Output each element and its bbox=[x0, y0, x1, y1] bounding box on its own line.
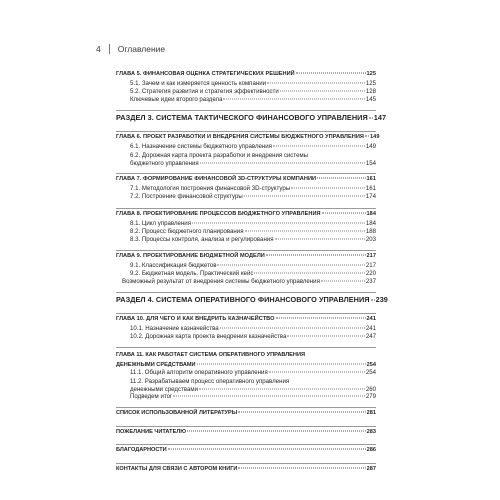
toc-entry-title: ДЕНЕЖНЫМИ СРЕДСТВАМИ bbox=[116, 361, 196, 368]
toc-entry-title: 11.1. Общий алгоритм оперативного управления bbox=[130, 368, 268, 376]
toc-leader-dots bbox=[266, 255, 366, 256]
toc-leader-dots bbox=[244, 196, 365, 197]
toc-entry-title: 6.2. Дорожная карта проекта разработки и внедрения системы bbox=[130, 151, 309, 159]
toc-leader-dots bbox=[187, 430, 366, 431]
toc-entry-title: РАЗДЕЛ 3. СИСТЕМА ТАКТИЧЕСКОГО ФИНАНСОВОГО УПРАВЛЕНИЯ bbox=[116, 113, 368, 123]
toc-entry-page: 203 bbox=[365, 235, 376, 243]
toc-divider bbox=[116, 463, 376, 464]
toc-leader-dots bbox=[200, 162, 365, 163]
toc-divider bbox=[116, 110, 376, 111]
toc-entry-page: 220 bbox=[365, 270, 376, 278]
toc-gap bbox=[116, 439, 376, 443]
toc-gap bbox=[116, 202, 376, 206]
toc-entry-title: 10.1. Назначение казначейства bbox=[130, 325, 219, 333]
running-title: Оглавление bbox=[117, 44, 166, 54]
toc-entry bbox=[116, 295, 388, 307]
toc-entry bbox=[116, 113, 387, 125]
running-header bbox=[96, 44, 165, 54]
toc-gap bbox=[116, 457, 376, 461]
toc-leader-dots bbox=[276, 317, 366, 318]
toc-gap bbox=[116, 105, 376, 109]
toc-leader-dots bbox=[291, 188, 365, 189]
toc-entry-page: 184 bbox=[366, 210, 376, 217]
toc-leader-dots bbox=[371, 300, 375, 301]
toc-entry-title: Подведем итог bbox=[130, 392, 173, 400]
toc-entry bbox=[116, 334, 376, 342]
toc-entry-page: 286 bbox=[366, 447, 376, 454]
toc-entry-page: 161 bbox=[365, 185, 376, 193]
toc-entry-title: 6.1. Назначение системы бюджетного управления bbox=[130, 143, 272, 151]
toc-entry-title: 7.1. Методология построения финансовой 3D-структуры bbox=[130, 185, 291, 193]
toc-entry-page: 149 bbox=[370, 133, 380, 140]
toc-leader-dots bbox=[280, 91, 365, 92]
toc-entry-page: 287 bbox=[366, 465, 376, 472]
toc-entry bbox=[116, 448, 376, 457]
toc-leader-dots bbox=[197, 363, 366, 364]
toc-entry-title: 8.2. Процесс бюджетного планирования bbox=[130, 227, 244, 235]
toc-entry-title: ПОЖЕЛАНИЕ ЧИТАТЕЛЮ bbox=[116, 428, 187, 435]
toc-entry-page: 174 bbox=[365, 193, 376, 201]
toc-entry-title: Ключевые идеи второго раздела bbox=[130, 95, 223, 103]
toc-entry bbox=[116, 370, 376, 378]
toc-leader-dots bbox=[267, 83, 365, 84]
toc-gap bbox=[116, 342, 376, 346]
toc-entry-page: 247 bbox=[365, 333, 376, 341]
toc-entry-page: 154 bbox=[365, 159, 376, 167]
toc-entry-title-cont bbox=[130, 160, 376, 168]
toc-leader-dots bbox=[192, 222, 365, 223]
toc-divider bbox=[116, 173, 376, 174]
toc-entry-title: ГЛАВА 8. ПРОЕКТИРОВАНИЕ ПРОЦЕССОВ БЮДЖЕТНОГО УПРАВЛЕНИЯ bbox=[116, 210, 321, 217]
toc-gap bbox=[116, 307, 376, 311]
toc-entry bbox=[116, 97, 376, 105]
toc-entry-page: 184 bbox=[365, 219, 376, 227]
toc-gap bbox=[116, 168, 376, 172]
toc-leader-dots bbox=[273, 146, 365, 147]
toc-entry bbox=[116, 144, 376, 152]
toc-entry bbox=[116, 152, 376, 168]
toc-divider bbox=[116, 347, 376, 348]
toc-entry-page: 260 bbox=[365, 385, 376, 393]
toc-entry-title: ГЛАВА 10. ДЛЯ ЧЕГО И КАК ВНЕДРИТЬ КАЗНАЧЕЙСТВО bbox=[116, 315, 275, 322]
toc-entry-page: 241 bbox=[366, 315, 376, 322]
toc-leader-dots bbox=[238, 411, 365, 412]
toc-entry-page: 217 bbox=[366, 253, 376, 260]
header-separator bbox=[109, 44, 110, 54]
toc-leader-dots bbox=[220, 328, 365, 329]
toc-entry-title: КОНТАКТЫ ДЛЯ СВЯЗИ С АВТОРОМ КНИГИ bbox=[116, 465, 238, 472]
toc-entry-title: 9.1. Классификация бюджетов bbox=[130, 262, 217, 270]
toc-gap bbox=[116, 287, 376, 291]
toc-leader-dots bbox=[296, 73, 366, 74]
toc-leader-dots bbox=[199, 388, 365, 389]
toc-entry-page: 125 bbox=[366, 71, 376, 77]
toc-entry bbox=[116, 430, 376, 439]
toc-divider bbox=[116, 292, 376, 293]
toc-entry-page: 125 bbox=[365, 80, 376, 88]
toc-entry-page: 237 bbox=[365, 278, 376, 286]
toc-entry-page: 188 bbox=[365, 227, 376, 235]
toc-entry bbox=[116, 378, 376, 394]
toc-entry-page: 254 bbox=[366, 361, 376, 368]
toc-divider bbox=[116, 208, 376, 209]
toc-entry bbox=[116, 237, 376, 245]
toc-leader-dots bbox=[369, 118, 373, 119]
toc-entry-page: 279 bbox=[365, 392, 376, 400]
page-number: 4 bbox=[96, 44, 101, 54]
toc-gap bbox=[116, 420, 376, 424]
toc-entry-title: бюджетного управления bbox=[130, 159, 199, 167]
toc-entry bbox=[116, 394, 376, 402]
toc-leader-dots bbox=[173, 395, 365, 396]
toc-entry-page: 128 bbox=[365, 88, 376, 96]
toc-leader-dots bbox=[321, 281, 365, 282]
toc-leader-dots bbox=[254, 273, 364, 274]
toc-entry-title: Возможный результат от внедрения системы бюджетного управления bbox=[122, 278, 320, 286]
toc-leader-dots bbox=[317, 178, 365, 179]
toc-entry-page: 281 bbox=[366, 409, 376, 416]
toc-leader-dots bbox=[365, 135, 369, 136]
toc-leader-dots bbox=[275, 238, 365, 239]
toc-entry-page: 145 bbox=[365, 95, 376, 103]
table-of-contents bbox=[116, 71, 388, 476]
toc-leader-dots bbox=[269, 371, 365, 372]
toc-entry-title: ГЛАВА 5. ФИНАНСОВАЯ ОЦЕНКА СТРАТЕГИЧЕСКИХ РЕШЕНИЙ bbox=[116, 71, 295, 77]
toc-entry-title: 8.1. Цикл управления bbox=[130, 219, 191, 227]
toc-divider bbox=[116, 444, 376, 445]
toc-entry-title: ГЛАВА 11. КАК РАБОТАЕТ СИСТЕМА ОПЕРАТИВНОГО УПРАВЛЕНИЯ bbox=[116, 352, 305, 359]
toc-entry-page: 283 bbox=[366, 428, 376, 435]
toc-gap bbox=[116, 125, 376, 129]
toc-entry-page: 147 bbox=[373, 113, 387, 123]
toc-entry-title: БЛАГОДАРНОСТИ bbox=[116, 447, 167, 454]
toc-entry-title: ГЛАВА 9. ПРОЕКТИРОВАНИЕ БЮДЖЕТНОЙ МОДЕЛИ bbox=[116, 253, 265, 260]
toc-divider bbox=[116, 407, 376, 408]
toc-entry-title: РАЗДЕЛ 4. СИСТЕМА ОПЕРАТИВНОГО ФИНАНСОВОГО УПРАВЛЕНИЯ bbox=[116, 295, 370, 305]
toc-divider bbox=[116, 250, 376, 251]
toc-entry-title: 5.2. Стратегия развития и стратегия эффективности bbox=[130, 88, 279, 96]
toc-leader-dots bbox=[245, 230, 365, 231]
toc-leader-dots bbox=[287, 336, 364, 337]
toc-entry-title: ГЛАВА 6. ПРОЕКТ РАЗРАБОТКИ И ВНЕДРЕНИЯ СИСТЕМЫ БЮДЖЕТНОГО УПРАВЛЕНИЯ bbox=[116, 133, 365, 140]
toc-entry-title: денежными средствами bbox=[130, 385, 198, 393]
toc-entry-page: 241 bbox=[365, 325, 376, 333]
toc-entry bbox=[116, 467, 376, 476]
toc-divider bbox=[116, 313, 376, 314]
toc-leader-dots bbox=[322, 212, 366, 213]
toc-leader-dots bbox=[238, 467, 365, 468]
toc-entry bbox=[116, 194, 376, 202]
toc-entry-title: 8.3. Процессы контроля, анализа и регулирования bbox=[130, 235, 274, 243]
toc-entry-title: 9.2. Бюджетная модель. Практический кейс bbox=[130, 270, 254, 278]
toc-leader-dots bbox=[168, 449, 366, 450]
toc-divider bbox=[116, 131, 376, 132]
toc-entry-page: 149 bbox=[365, 143, 376, 151]
toc-entry-title: 10.2. Дорожная карта проекта внедрения казначейства bbox=[130, 333, 287, 341]
toc-entry bbox=[116, 351, 376, 369]
toc-divider bbox=[116, 426, 376, 427]
toc-entry-title: СПИСОК ИСПОЛЬЗОВАННОЙ ЛИТЕРАТУРЫ bbox=[116, 409, 238, 416]
toc-entry-title: ГЛАВА 7. ФОРМИРОВАНИЕ ФИНАНСОВОЙ 3D-СТРУКТУРЫ КОМПАНИИ bbox=[116, 176, 317, 183]
toc-gap bbox=[116, 401, 376, 405]
toc-entry-title: 11.2. Разрабатываем процесс оперативного управления bbox=[130, 377, 290, 385]
toc-gap bbox=[116, 245, 376, 249]
toc-leader-dots bbox=[223, 98, 364, 99]
toc-entry-title: 5.1. Зачем и как измеряется ценность компании bbox=[130, 80, 267, 88]
toc-entry bbox=[116, 279, 376, 287]
toc-entry-title: 7.2. Построение финансовой структуры bbox=[130, 193, 243, 201]
toc-entry-page: 239 bbox=[375, 295, 388, 305]
toc-entry bbox=[116, 411, 376, 420]
toc-entry-page: 254 bbox=[365, 368, 376, 376]
toc-entry-page: 217 bbox=[365, 262, 376, 270]
toc-leader-dots bbox=[217, 265, 364, 266]
toc-entry-page: 161 bbox=[366, 176, 376, 183]
